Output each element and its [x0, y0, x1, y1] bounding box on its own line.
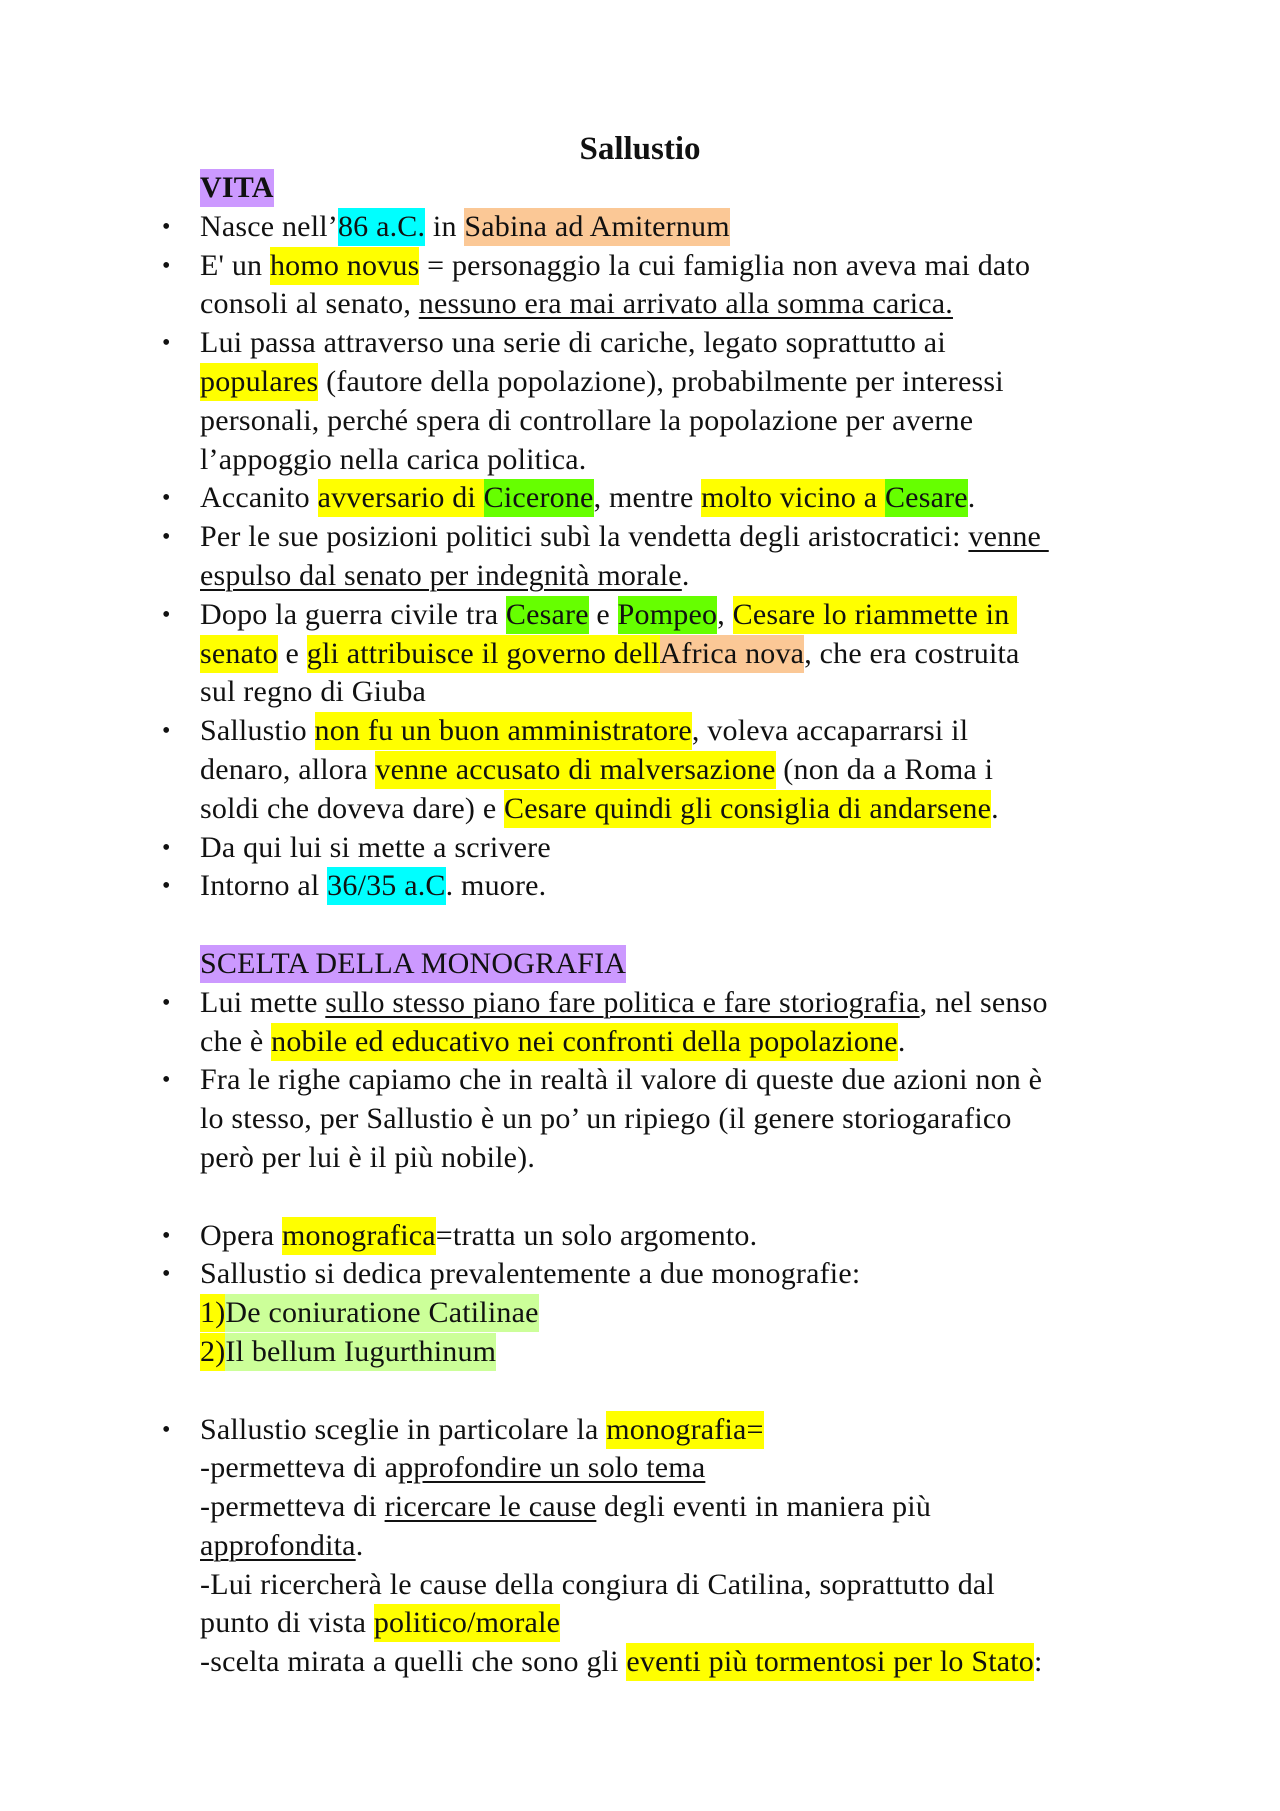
underlined-text: espulso dal senato per indegnità morale [200, 558, 682, 592]
text-segment: . [355, 1528, 364, 1562]
document-body [162, 169, 1049, 1682]
text-line [200, 1100, 1049, 1139]
bullet-list-item [162, 712, 1049, 751]
bullet-icon: • [162, 718, 171, 745]
text-segment: (non da a Roma i [775, 752, 994, 786]
highlighted-text: avversario di [318, 479, 484, 517]
text-line [200, 945, 1049, 984]
text-segment: -scelta mirata a quelli che sono gli [200, 1645, 627, 1679]
text-line [200, 1488, 1049, 1527]
bullet-list-item [162, 1255, 1049, 1294]
bullet-icon: • [162, 873, 171, 900]
text-segment: , nel senso [919, 985, 1048, 1019]
text-segment: personali, perché spera di controllare la popolazione per averne [200, 403, 974, 437]
text-segment: e [277, 636, 307, 670]
text-segment: che è [200, 1024, 272, 1058]
text-line [200, 1643, 1049, 1682]
text-segment: Lui passa attraverso una serie di cariche, legato soprattutto ai [200, 326, 946, 360]
bullet-list-item [162, 324, 1049, 363]
text-line [200, 1294, 1049, 1333]
text-line [200, 1372, 1049, 1411]
highlighted-text: populares [200, 363, 318, 401]
text-segment: -permetteva di [200, 1490, 385, 1524]
text-segment: -permetteva di a [200, 1451, 399, 1485]
underlined-text: ricercare le cause [384, 1490, 597, 1524]
text-segment: lo stesso, per Sallustio è un po’ un ripiego (il genere storiogarafico [200, 1102, 1012, 1136]
text-segment: Fra le righe capiamo che in realtà il valore di queste due azioni non è [200, 1063, 1043, 1097]
highlighted-text: gli attribuisce il governo dell [307, 635, 660, 673]
text-segment: Nasce nell’ [200, 209, 338, 243]
bullet-list-item [162, 208, 1049, 247]
highlighted-text: non fu un buon amministratore [315, 712, 692, 750]
bullet-icon: • [162, 330, 171, 357]
bullet-list-item [162, 1217, 1049, 1256]
text-segment: . [967, 481, 976, 515]
text-segment: . [991, 791, 999, 825]
underlined-text: venne [968, 520, 1049, 554]
text-line [200, 402, 1049, 441]
text-segment: l’appoggio nella carica politica. [200, 442, 587, 476]
highlighted-text: 86 a.C. [338, 208, 425, 246]
text-line [200, 169, 1049, 208]
bullet-icon: • [162, 1067, 171, 1094]
underlined-text: approfondita [200, 1528, 356, 1562]
text-segment: . [897, 1024, 906, 1058]
text-segment: denaro, allora [200, 752, 376, 786]
text-segment: Sallustio sceglie in particolare la [200, 1412, 607, 1446]
bullet-list-item [162, 1061, 1049, 1100]
text-segment: soldi che doveva dare) e [200, 791, 505, 825]
underlined-text: nessuno era mai arrivato alla somma carica. [418, 287, 953, 321]
text-line [200, 906, 1049, 945]
text-segment: Per le sue posizioni politici subì la vendetta degli aristocratici: [200, 520, 969, 554]
highlighted-text: senato [200, 635, 278, 673]
text-line [200, 363, 1049, 402]
text-line [200, 1023, 1049, 1062]
highlighted-text: 2) [200, 1333, 225, 1371]
highlighted-text: 36/35 a.C [327, 867, 445, 905]
text-segment: Intorno al [200, 869, 328, 903]
bullet-list-item [162, 518, 1049, 557]
highlighted-text: 1) [200, 1294, 225, 1332]
text-line [200, 1139, 1049, 1178]
text-line [200, 285, 1049, 324]
bullet-icon: • [162, 601, 171, 628]
highlighted-text: eventi più tormentosi per lo Stato [626, 1643, 1034, 1681]
highlighted-text: Cesare quindi gli consiglia di andarsene [504, 790, 991, 828]
highlighted-text: homo novus [270, 247, 420, 285]
text-line [200, 790, 1049, 829]
text-line [200, 751, 1049, 790]
text-segment: Sallustio si dedica prevalentemente a due monografie: [200, 1257, 861, 1291]
text-segment: Lui mette [200, 985, 326, 1019]
highlighted-text: Cicerone [484, 479, 594, 517]
highlighted-text: monografica [282, 1217, 436, 1255]
bullet-icon: • [162, 524, 171, 551]
text-line [200, 635, 1049, 674]
text-segment: : [1034, 1645, 1043, 1679]
text-line [200, 1449, 1049, 1488]
bullet-icon: • [162, 213, 171, 240]
highlighted-text: nobile ed educativo nei confronti della popolazione [271, 1023, 898, 1061]
bullet-icon: • [162, 834, 171, 861]
text-segment: Da qui lui si mette a scrivere [200, 830, 551, 864]
text-segment: consoli al senato, [200, 287, 419, 321]
highlighted-text: De coniuratione Catilinae [225, 1294, 538, 1332]
highlighted-text: politico/morale [374, 1604, 560, 1642]
bullet-icon: • [162, 1416, 171, 1443]
text-segment: degli eventi in maniera più [596, 1490, 932, 1524]
text-segment: , che era costruita [804, 636, 1020, 670]
bullet-list-item [162, 867, 1049, 906]
underlined-text: sullo stesso piano fare politica e fare storiografia [325, 985, 920, 1019]
text-segment: (fautore della popolazione), probabilmente per interessi [318, 364, 1004, 398]
text-segment: Accanito [200, 481, 318, 515]
text-segment: . [681, 558, 690, 592]
highlighted-text: Sabina ad Amiternum [464, 208, 729, 246]
highlighted-text: Pompeo [618, 596, 718, 634]
text-line [200, 1566, 1049, 1605]
text-segment: però per lui è il più nobile). [200, 1140, 536, 1174]
document-title: Sallustio [579, 131, 701, 167]
text-line [200, 441, 1049, 480]
bullet-icon: • [162, 1222, 171, 1249]
bullet-list-item [162, 1411, 1049, 1450]
text-segment: Sallustio [200, 714, 315, 748]
text-line [200, 1178, 1049, 1217]
text-segment: . muore. [445, 869, 547, 903]
bullet-list-item [162, 984, 1049, 1023]
highlighted-text: monografia= [606, 1411, 763, 1449]
text-segment: , [717, 597, 733, 631]
text-segment: , mentre [593, 481, 702, 515]
bullet-icon: • [162, 252, 171, 279]
text-segment: Dopo la guerra civile tra [200, 597, 506, 631]
section-heading: VITA [200, 169, 274, 207]
text-segment: punto di vista [200, 1606, 374, 1640]
text-segment: =tratta un solo argomento. [435, 1218, 758, 1252]
text-segment: e [588, 597, 618, 631]
highlighted-text: molto vicino a [701, 479, 885, 517]
section-heading: SCELTA DELLA MONOGRAFIA [200, 945, 626, 983]
text-segment: Opera [200, 1218, 282, 1252]
text-segment: in [425, 209, 465, 243]
bullet-icon: • [162, 485, 171, 512]
text-line [200, 1333, 1049, 1372]
bullet-icon: • [162, 989, 171, 1016]
text-segment: sul regno di Giuba [200, 675, 427, 709]
bullet-icon: • [162, 1261, 171, 1288]
bullet-list-item [162, 829, 1049, 868]
highlighted-text: Cesare [885, 479, 968, 517]
text-line [200, 557, 1049, 596]
text-segment: -Lui ricercherà le cause della congiura di Catilina, soprattutto dal [200, 1567, 995, 1601]
text-line [200, 673, 1049, 712]
bullet-list-item [162, 596, 1049, 635]
highlighted-text: Africa nova [660, 635, 805, 673]
highlighted-text: Cesare lo riammette in [733, 596, 1018, 634]
underlined-text: pprofondire un solo tema [398, 1451, 706, 1485]
text-segment: , voleva accaparrarsi il [691, 714, 969, 748]
highlighted-text: Cesare [506, 596, 589, 634]
bullet-list-item [162, 247, 1049, 286]
text-line [200, 1527, 1049, 1566]
bullet-list-item [162, 479, 1049, 518]
highlighted-text: venne accusato di malversazione [375, 751, 775, 789]
text-segment: = personaggio la cui famiglia non aveva mai dato [419, 248, 1031, 282]
text-segment: E' un [200, 248, 270, 282]
highlighted-text: Il bellum Iugurthinum [225, 1333, 496, 1371]
text-line [200, 1604, 1049, 1643]
